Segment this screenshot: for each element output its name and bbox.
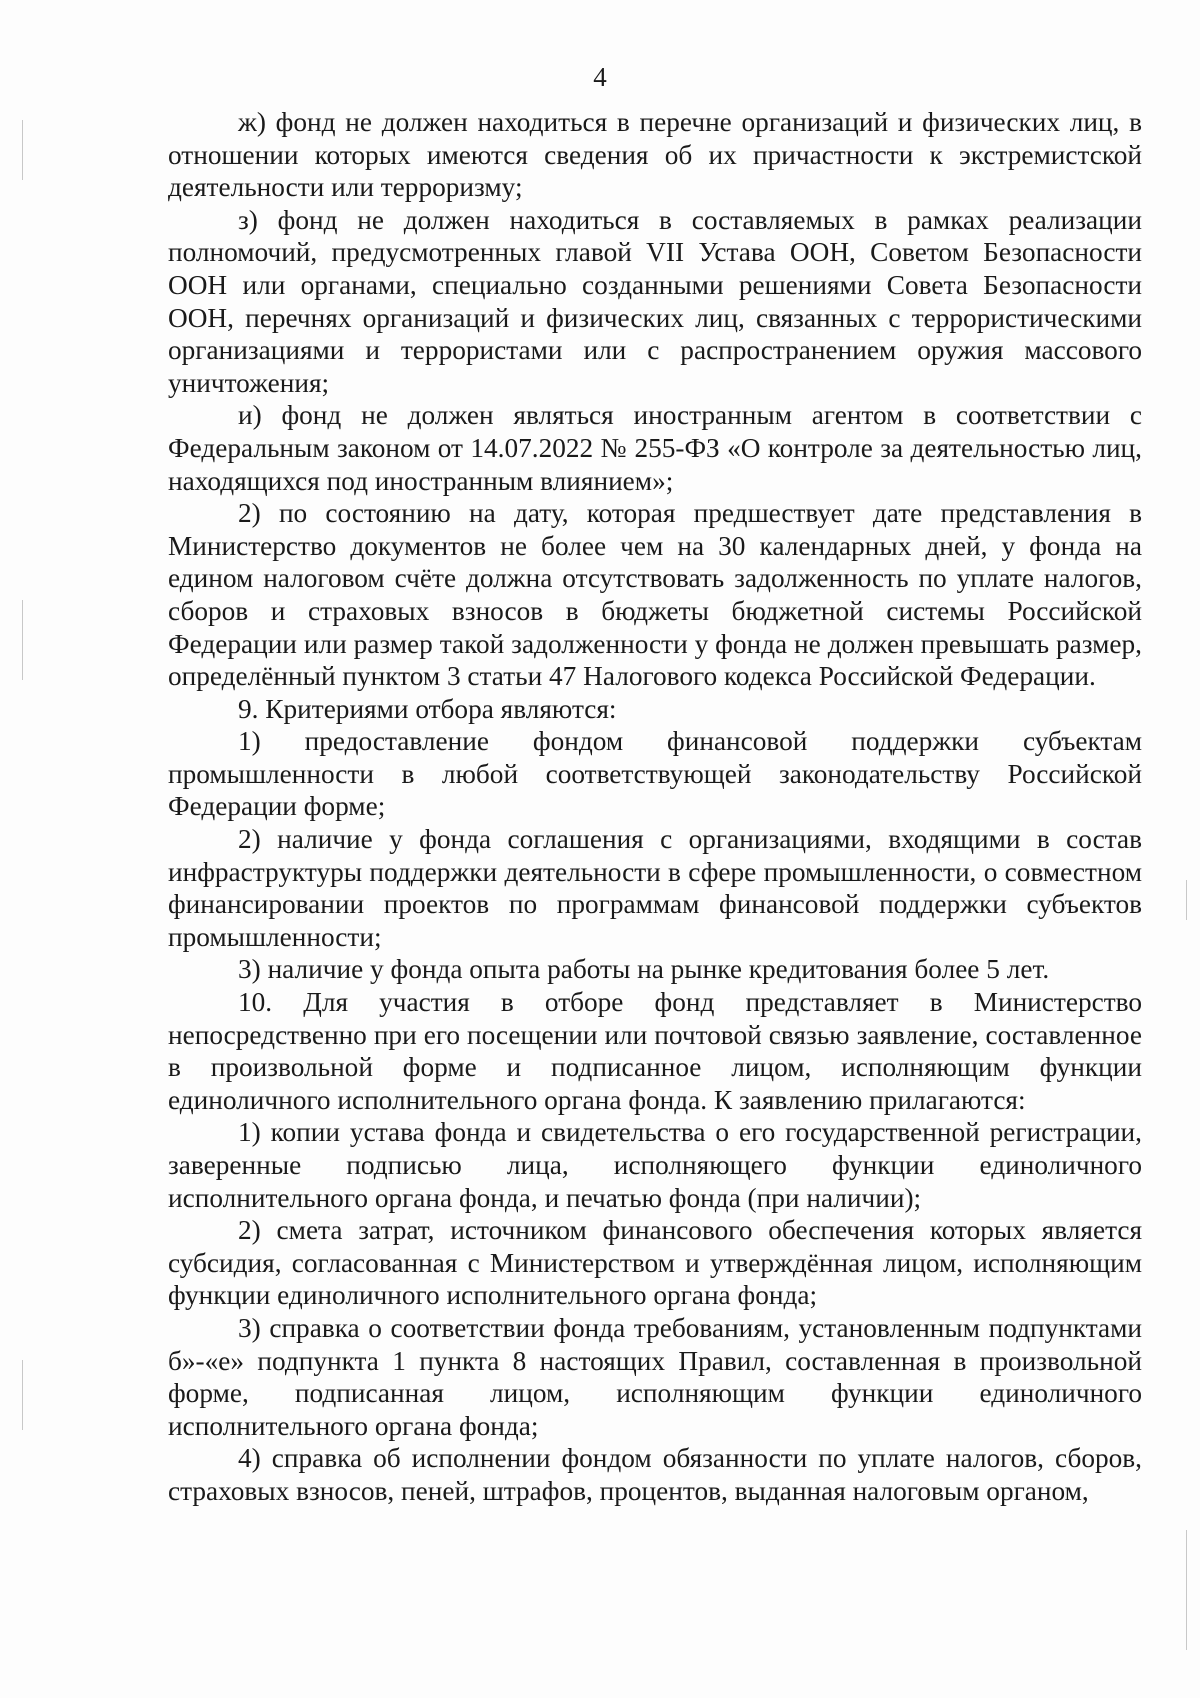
paragraph: 10. Для участия в отборе фонд представляет в Министерство непосредственно при его посещении или почтовой связью заявление, составленное в произвольной форме и подписанное лицом, исполняющим функции единоличного исполнительного органа фонда. К заявлению прилагаются: bbox=[168, 987, 1142, 1115]
paragraph: 1) копии устава фонда и свидетельства о его государственной регистрации, заверенные подписью лица, исполняющего функции единоличного исполнительного органа фонда, и печатью фонда (при наличии); bbox=[168, 1117, 1142, 1213]
paragraph: 2) наличие у фонда соглашения с организациями, входящими в состав инфраструктуры поддержки деятельности в сфере промышленности, о совместном финансировании проектов по программам финансовой поддержки субъектов промышленности; bbox=[168, 824, 1142, 952]
paragraph: 2) по состоянию на дату, которая предшествует дате представления в Министерство документов не более чем на 30 календарных дней, у фонда на едином налоговом счёте должна отсутствовать задолженность по уплате налогов, сборов и страховых взносов в бюджеты бюджетной системы Российской Федерации или размер такой задолженности у фонда не должен превышать размер, определённый пунктом 3 статьи 47 Налогового кодекса Российской Федерации. bbox=[168, 498, 1142, 692]
scan-artifact bbox=[22, 600, 23, 680]
scan-artifact bbox=[22, 1360, 23, 1430]
paragraph: и) фонд не должен являться иностранным агентом в соответствии с Федеральным законом от 14.07.2022 № 255-ФЗ «О контроле за деятельностью лиц, находящихся под иностранным влиянием»; bbox=[168, 400, 1142, 496]
scan-artifact bbox=[1186, 880, 1187, 920]
scan-artifact bbox=[22, 120, 23, 180]
paragraph: 3) наличие у фонда опыта работы на рынке кредитования более 5 лет. bbox=[238, 954, 1050, 985]
page-number: 4 bbox=[593, 62, 607, 92]
document-body bbox=[168, 106, 1142, 1508]
paragraph: 4) справка об исполнении фондом обязанности по уплате налогов, сборов, страховых взносов, пеней, штрафов, процентов, выданная налоговым органом, bbox=[168, 1443, 1142, 1506]
paragraph: ж) фонд не должен находиться в перечне организаций и физических лиц, в отношении которых имеются сведения об их причастности к экстремистской деятельности или терроризму; bbox=[168, 107, 1142, 203]
paragraph: 1) предоставление фондом финансовой поддержки субъектам промышленности в любой соответствующей законодательству Российской Федерации форме; bbox=[168, 726, 1142, 822]
paragraph: з) фонд не должен находиться в составляемых в рамках реализации полномочий, предусмотренных главой VII Устава ООН, Советом Безопасности ООН или органами, специально созданными решениями Совета Безопасности ООН, перечнях организаций и физических лиц, связанных с террористическими организациями и террористами или с распространением оружия массового уничтожения; bbox=[168, 204, 1142, 398]
scan-artifact bbox=[1186, 1530, 1187, 1650]
paragraph: 3) справка о соответствии фонда требованиям, установленным подпунктами б»-«е» подпункта 1 пункта 8 настоящих Правил, составленная в произвольной форме, подписанная лицом, исполняющим функции единоличного исполнительного органа фонда; bbox=[168, 1312, 1142, 1441]
paragraph: 9. Критериями отбора являются: bbox=[238, 693, 617, 724]
paragraph: 2) смета затрат, источником финансового обеспечения которых является субсидия, согласованная с Министерством и утверждённая лицом, исполняющим функции единоличного исполнительного органа фонда; bbox=[168, 1215, 1142, 1311]
